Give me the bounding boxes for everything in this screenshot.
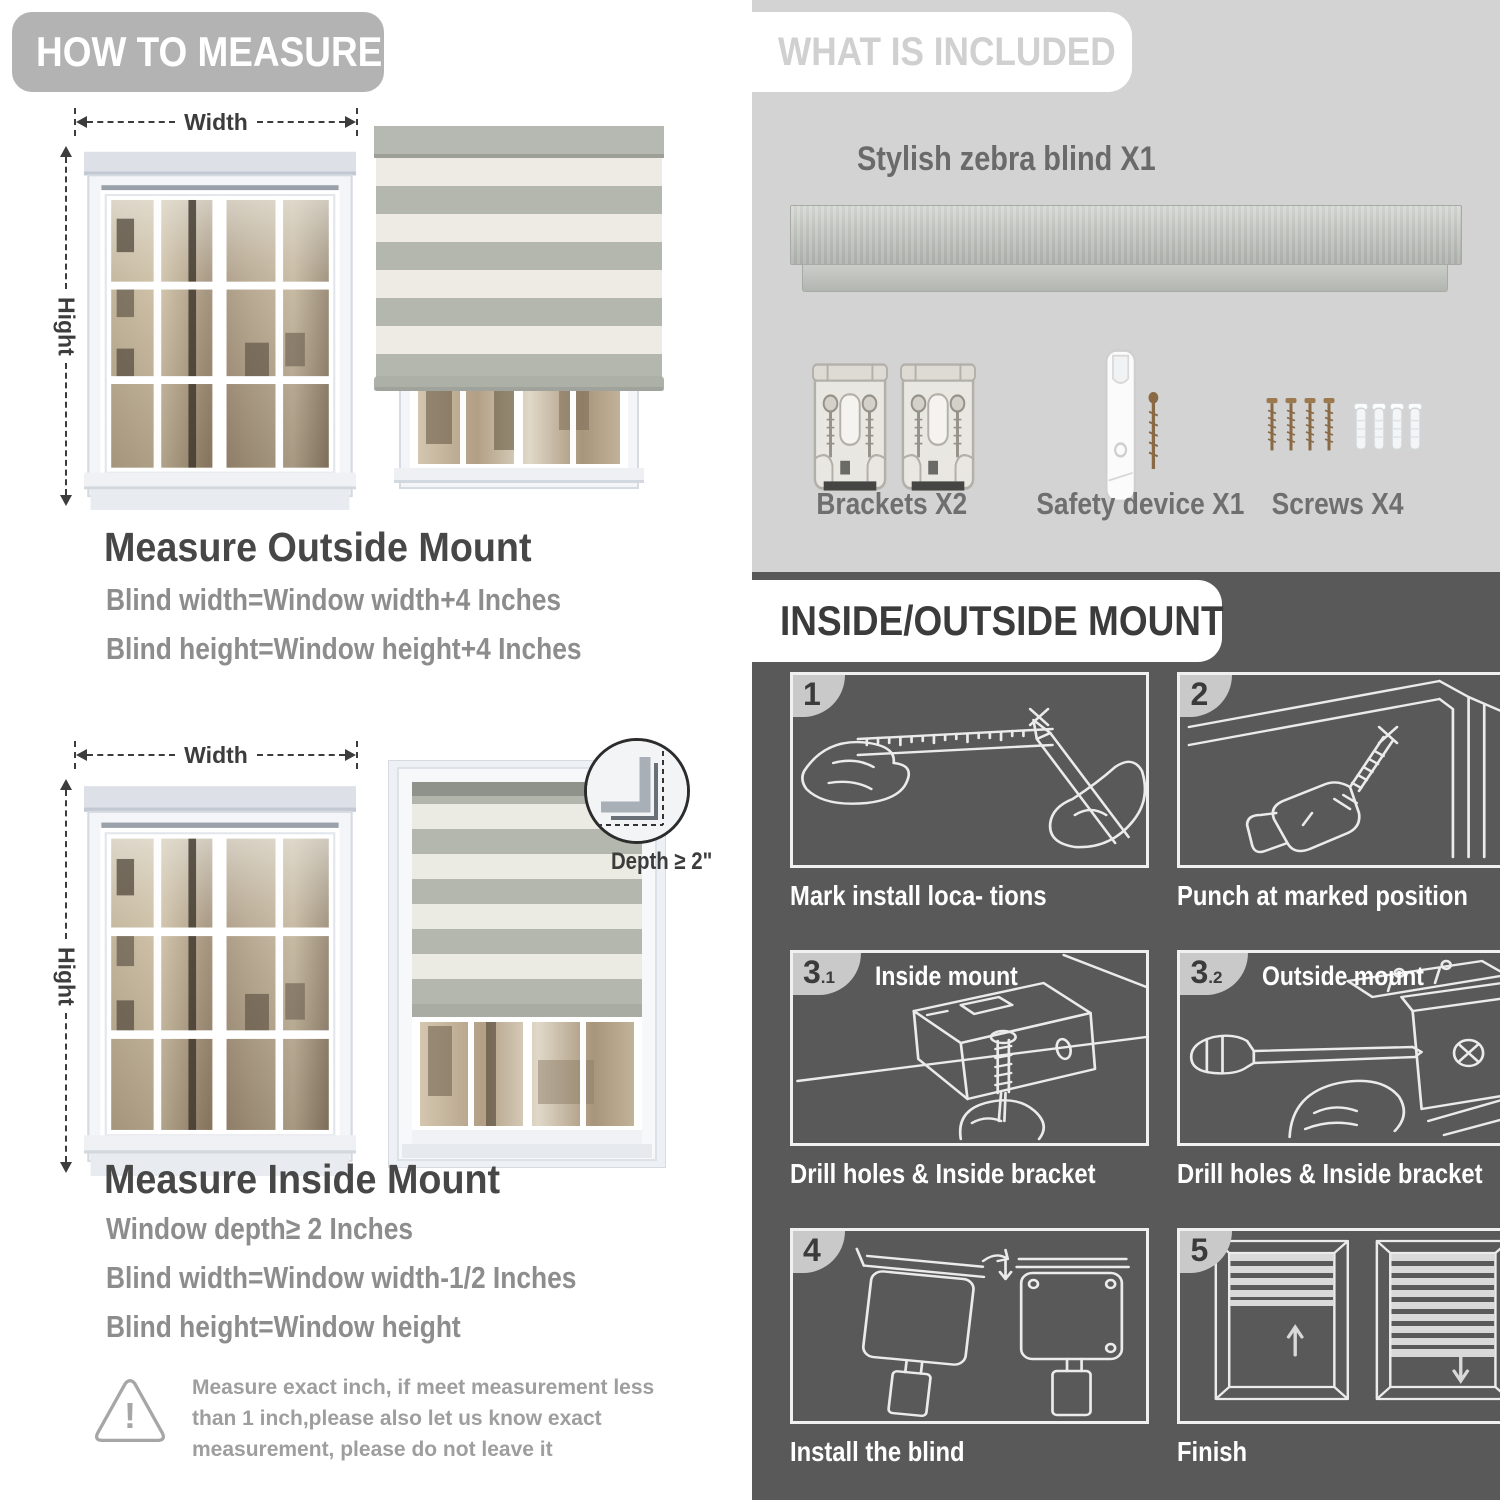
- inside-mount-rule-1: Window depth≥ 2 Inches: [106, 1211, 414, 1246]
- step-3-2-panel: [1177, 950, 1500, 1146]
- height-label: Hight: [53, 296, 80, 356]
- how-to-measure-title: HOW TO MEASURE: [36, 28, 383, 75]
- step-badge: 4: [793, 1231, 845, 1273]
- what-is-included-header: [752, 12, 1132, 92]
- headrail-cassette: [790, 205, 1462, 265]
- step-3-2-caption: Drill holes & Inside bracket: [1177, 1158, 1483, 1189]
- step-1-caption: Mark install loca- tions: [790, 880, 1047, 911]
- step-badge: 1: [793, 675, 845, 717]
- step-3-1-title: Inside mount: [875, 961, 1018, 991]
- step-badge: 3 .1: [793, 953, 861, 995]
- step-3-1: [790, 950, 1149, 1228]
- height-arrow: [52, 779, 80, 1173]
- step-3-2-title: Outside mount: [1262, 961, 1425, 991]
- what-is-included-section: [752, 0, 1500, 572]
- outside-mount-rule-1: Blind width=Window width+4 Inches: [106, 582, 562, 617]
- bracket-icon: [900, 360, 976, 502]
- step-1-panel: [790, 672, 1149, 868]
- height-arrow-top-head: [60, 146, 72, 157]
- step-badge: 5: [1180, 1231, 1232, 1273]
- height-arrow: [52, 146, 80, 506]
- zebra-blind-outside-illustration: [374, 126, 664, 508]
- brackets-label: Brackets X2: [816, 486, 968, 521]
- window-corner-detail: [587, 741, 687, 841]
- safety-device-icon: [1102, 348, 1172, 506]
- measurement-warning: [94, 1372, 692, 1465]
- step-4: [790, 1228, 1149, 1500]
- inside-mount-window-figure: [48, 733, 358, 1179]
- inside-mount-rule-3: Blind height=Window height: [106, 1309, 461, 1344]
- step-3-1-panel: [790, 950, 1149, 1146]
- step-5-caption: Finish: [1177, 1436, 1248, 1467]
- window-illustration: [84, 769, 356, 1176]
- width-arrow-left-head: [76, 749, 87, 761]
- mark-locations-art: [793, 675, 1146, 865]
- step-5: [1177, 1228, 1500, 1500]
- screws-icon: [1264, 398, 1424, 470]
- height-arrow-top-head: [60, 779, 72, 790]
- step-5-panel: [1177, 1228, 1500, 1424]
- step-3-1-caption: Drill holes & Inside bracket: [790, 1158, 1096, 1189]
- step-2: [1177, 672, 1500, 950]
- finish-art: [1180, 1231, 1500, 1421]
- brackets-illustration: [812, 360, 976, 502]
- inside-mount-title: Measure Inside Mount: [104, 1156, 501, 1202]
- step-2-panel: [1177, 672, 1500, 868]
- mount-section-header: [752, 580, 1222, 662]
- step-2-caption: Punch at marked position: [1177, 880, 1469, 911]
- step-4-panel: [790, 1228, 1149, 1424]
- headrail-valance: [802, 265, 1448, 292]
- height-label: Hight: [53, 946, 80, 1006]
- how-to-measure-header: [12, 12, 384, 92]
- mount-steps-grid: [790, 672, 1483, 1500]
- magnifier-icon: [584, 738, 690, 844]
- warning-exclamation: !: [124, 1395, 136, 1437]
- width-arrow-end-line: [356, 108, 358, 136]
- width-arrow: [74, 741, 358, 769]
- height-arrow-bottom-head: [60, 1162, 72, 1173]
- step-1: [790, 672, 1149, 950]
- width-label: Width: [184, 741, 248, 768]
- warning-text: Measure exact inch, if meet measurement less than 1 inch,please also let us know exact measurement, please do not leave it: [192, 1376, 655, 1461]
- outside-mount-window-figure: [48, 100, 358, 512]
- depth-label: Depth ≥ 2": [611, 848, 713, 875]
- step-badge: 3 .2: [1180, 953, 1248, 995]
- outside-mount-title: Measure Outside Mount: [104, 524, 532, 570]
- width-arrow: [74, 108, 358, 136]
- height-arrow-bottom-head: [60, 495, 72, 506]
- what-is-included-title: WHAT IS INCLUDED: [778, 29, 1116, 74]
- headrail-illustration: [790, 205, 1462, 292]
- warning-icon: [94, 1372, 166, 1450]
- width-arrow-end-line: [356, 741, 358, 769]
- width-label: Width: [184, 108, 248, 135]
- step-4-caption: Install the blind: [790, 1436, 965, 1467]
- width-arrow-left-head: [76, 116, 87, 128]
- step-3-2: [1177, 950, 1500, 1228]
- install-blind-art: [793, 1231, 1146, 1421]
- mount-steps-section: [752, 572, 1500, 1500]
- mount-section-title: INSIDE/OUTSIDE MOUNT: [780, 597, 1224, 644]
- drill-punch-art: [1180, 675, 1500, 865]
- screws-label: Screws X4: [1272, 486, 1404, 521]
- window-illustration: [84, 136, 356, 510]
- outside-mount-rule-2: Blind height=Window height+4 Inches: [106, 631, 582, 666]
- product-label: Stylish zebra blind X1: [857, 140, 1156, 178]
- anchors: [1354, 403, 1422, 449]
- step-badge: 2: [1180, 675, 1232, 717]
- safety-device-label: Safety device X1: [1036, 486, 1245, 521]
- width-arrow-right-head: [345, 116, 356, 128]
- width-arrow-right-head: [345, 749, 356, 761]
- inside-mount-rule-2: Blind width=Window width-1/2 Inches: [106, 1260, 577, 1295]
- bracket-icon: [812, 360, 888, 502]
